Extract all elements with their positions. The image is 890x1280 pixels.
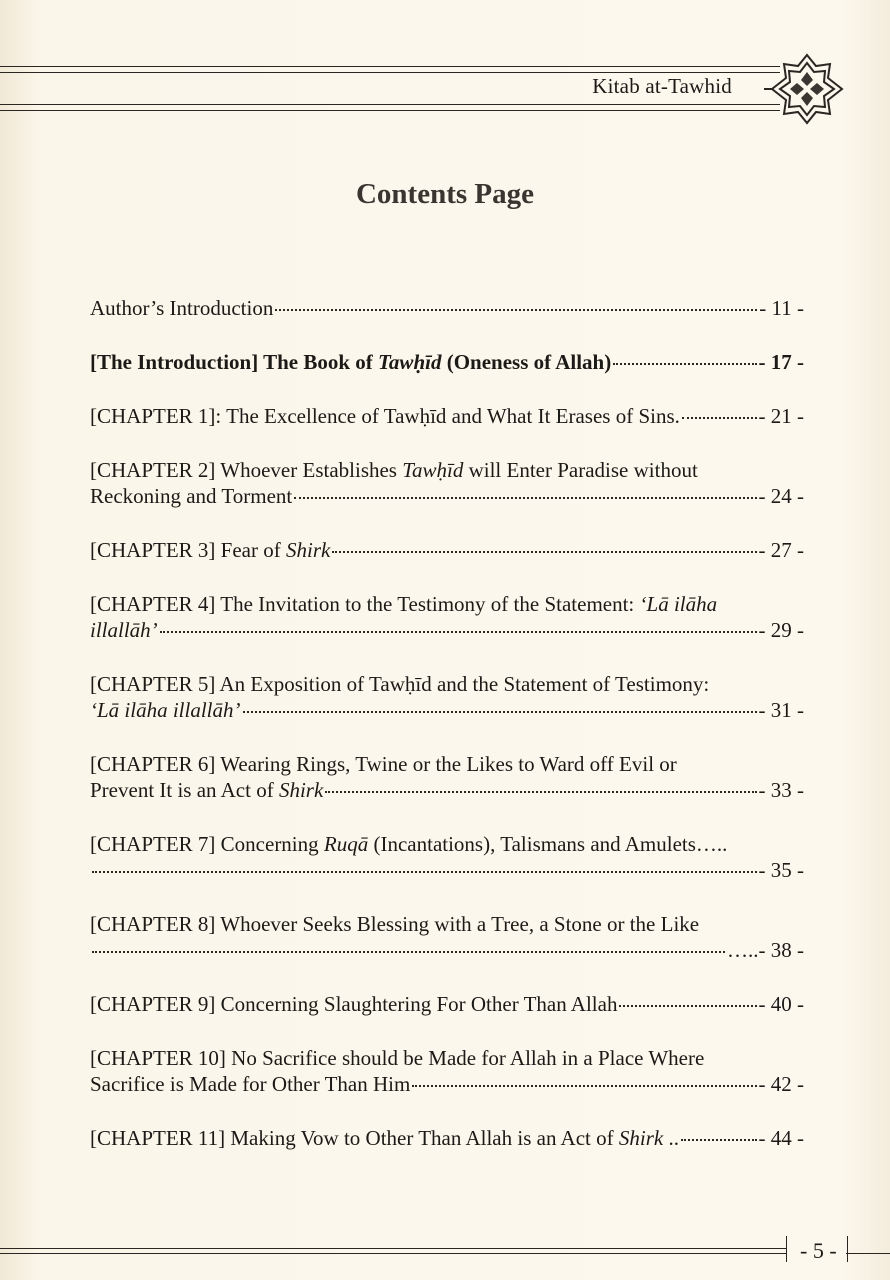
toc-entry-title: Prevent It is an Act of Shirk xyxy=(90,778,324,802)
toc-entry-title: [CHAPTER 1]: The Excellence of Tawḥīd and What It Erases of Sins. xyxy=(90,404,680,428)
toc-entry[interactable] xyxy=(90,404,804,428)
toc-page-number: …..- 38 - xyxy=(727,938,804,962)
toc-entry-line xyxy=(90,698,804,722)
running-header-title: Kitab at-Tawhid xyxy=(592,74,732,98)
toc-entry[interactable] xyxy=(90,592,804,642)
page-number: - 5 - xyxy=(800,1238,837,1263)
toc-entry[interactable] xyxy=(90,832,804,882)
dot-leader xyxy=(275,297,757,315)
toc-entry-title: Author’s Introduction xyxy=(90,296,274,320)
toc-entry-title: illallāh’ xyxy=(90,618,158,642)
toc-entry[interactable] xyxy=(90,672,804,722)
dot-leader xyxy=(325,779,756,797)
toc-entry-title: [CHAPTER 4] The Invitation to the Testimony of the Statement: ‘Lā ilāha xyxy=(90,592,718,616)
toc-page-number: - 35 - xyxy=(758,858,804,882)
toc-entry-line xyxy=(90,832,804,856)
toc-entry[interactable] xyxy=(90,296,804,320)
toc-page-number: - 29 - xyxy=(758,618,804,642)
dot-leader xyxy=(613,351,756,369)
toc-entry-line xyxy=(90,484,804,508)
toc-entry[interactable] xyxy=(90,458,804,508)
toc-entry[interactable] xyxy=(90,1126,804,1150)
toc-entry-line xyxy=(90,618,804,642)
dot-leader xyxy=(92,859,757,877)
toc-entry-line xyxy=(90,752,804,776)
dot-leader xyxy=(619,993,756,1011)
dot-leader xyxy=(682,405,757,423)
toc-entry[interactable] xyxy=(90,992,804,1016)
toc-entry-line xyxy=(90,592,804,616)
toc-entry-title: Sacrifice is Made for Other Than Him xyxy=(90,1072,411,1096)
toc-page-number: - 44 - xyxy=(758,1126,804,1150)
toc-page-number: - 31 - xyxy=(758,698,804,722)
toc-entry-line xyxy=(90,296,804,320)
page-title: Contents Page xyxy=(355,178,534,210)
toc-entry-line xyxy=(90,458,804,482)
toc-entry-title: [The Introduction] The Book of Tawḥīd (Oneness of Allah) xyxy=(90,350,612,374)
dot-leader xyxy=(412,1073,756,1091)
toc-page-number: - 11 - xyxy=(759,296,804,320)
toc-entry-line xyxy=(90,350,804,374)
toc-entry-title: Reckoning and Torment xyxy=(90,484,293,508)
dot-leader xyxy=(332,539,756,557)
toc-entry-line xyxy=(90,404,804,428)
toc-entry-line xyxy=(90,778,804,802)
toc-entry-line xyxy=(90,538,804,562)
toc-page-number: - 27 - xyxy=(758,538,804,562)
toc-entry[interactable] xyxy=(90,1046,804,1096)
dot-leader xyxy=(160,619,757,637)
toc-page-number: - 40 - xyxy=(758,992,804,1016)
toc-entry-title: [CHAPTER 3] Fear of Shirk xyxy=(90,538,331,562)
toc-entry-title: [CHAPTER 10] No Sacrifice should be Made for Allah in a Place Where xyxy=(90,1046,705,1070)
toc-page-number: - 17 - xyxy=(758,350,804,374)
toc-entry-line xyxy=(90,858,804,882)
toc-entry-line xyxy=(90,1126,804,1150)
toc-entry-line xyxy=(90,912,804,936)
toc-entry-line xyxy=(90,992,804,1016)
toc-entry-title: [CHAPTER 9] Concerning Slaughtering For Other Than Allah xyxy=(90,992,618,1016)
toc-entry-title: [CHAPTER 8] Whoever Seeks Blessing with a Tree, a Stone or the Like xyxy=(90,912,700,936)
toc-entry[interactable] xyxy=(90,912,804,962)
toc-entry[interactable] xyxy=(90,350,804,374)
toc-entry-line xyxy=(90,1046,804,1070)
toc-entry-title: [CHAPTER 11] Making Vow to Other Than Allah is an Act of Shirk .. xyxy=(90,1126,679,1150)
toc-entry[interactable] xyxy=(90,752,804,802)
toc-page-number: - 42 - xyxy=(758,1072,804,1096)
toc-entry-title: [CHAPTER 2] Whoever Establishes Tawḥīd will Enter Paradise without xyxy=(90,458,698,482)
toc-entry-title: ‘Lā ilāha illallāh’ xyxy=(90,698,241,722)
toc-entry-title: [CHAPTER 7] Concerning Ruqā (Incantations), Talismans and Amulets….. xyxy=(90,832,728,856)
dot-leader xyxy=(294,485,756,503)
toc-page-number: - 33 - xyxy=(758,778,804,802)
dot-leader xyxy=(92,939,725,957)
toc-entry-title: [CHAPTER 6] Wearing Rings, Twine or the Likes to Ward off Evil or xyxy=(90,752,677,776)
toc-entry-line xyxy=(90,1072,804,1096)
page-footer xyxy=(0,1228,890,1268)
toc-entry-line xyxy=(90,672,804,696)
toc-page-number: - 21 - xyxy=(758,404,804,428)
toc-entry-line xyxy=(90,938,804,962)
dot-leader xyxy=(681,1127,757,1145)
dot-leader xyxy=(243,699,757,717)
toc-page-number: - 24 - xyxy=(758,484,804,508)
star-ornament-icon xyxy=(764,52,850,126)
toc-entry[interactable] xyxy=(90,538,804,562)
toc-entry-title: [CHAPTER 5] An Exposition of Tawḥīd and the Statement of Testimony: xyxy=(90,672,710,696)
